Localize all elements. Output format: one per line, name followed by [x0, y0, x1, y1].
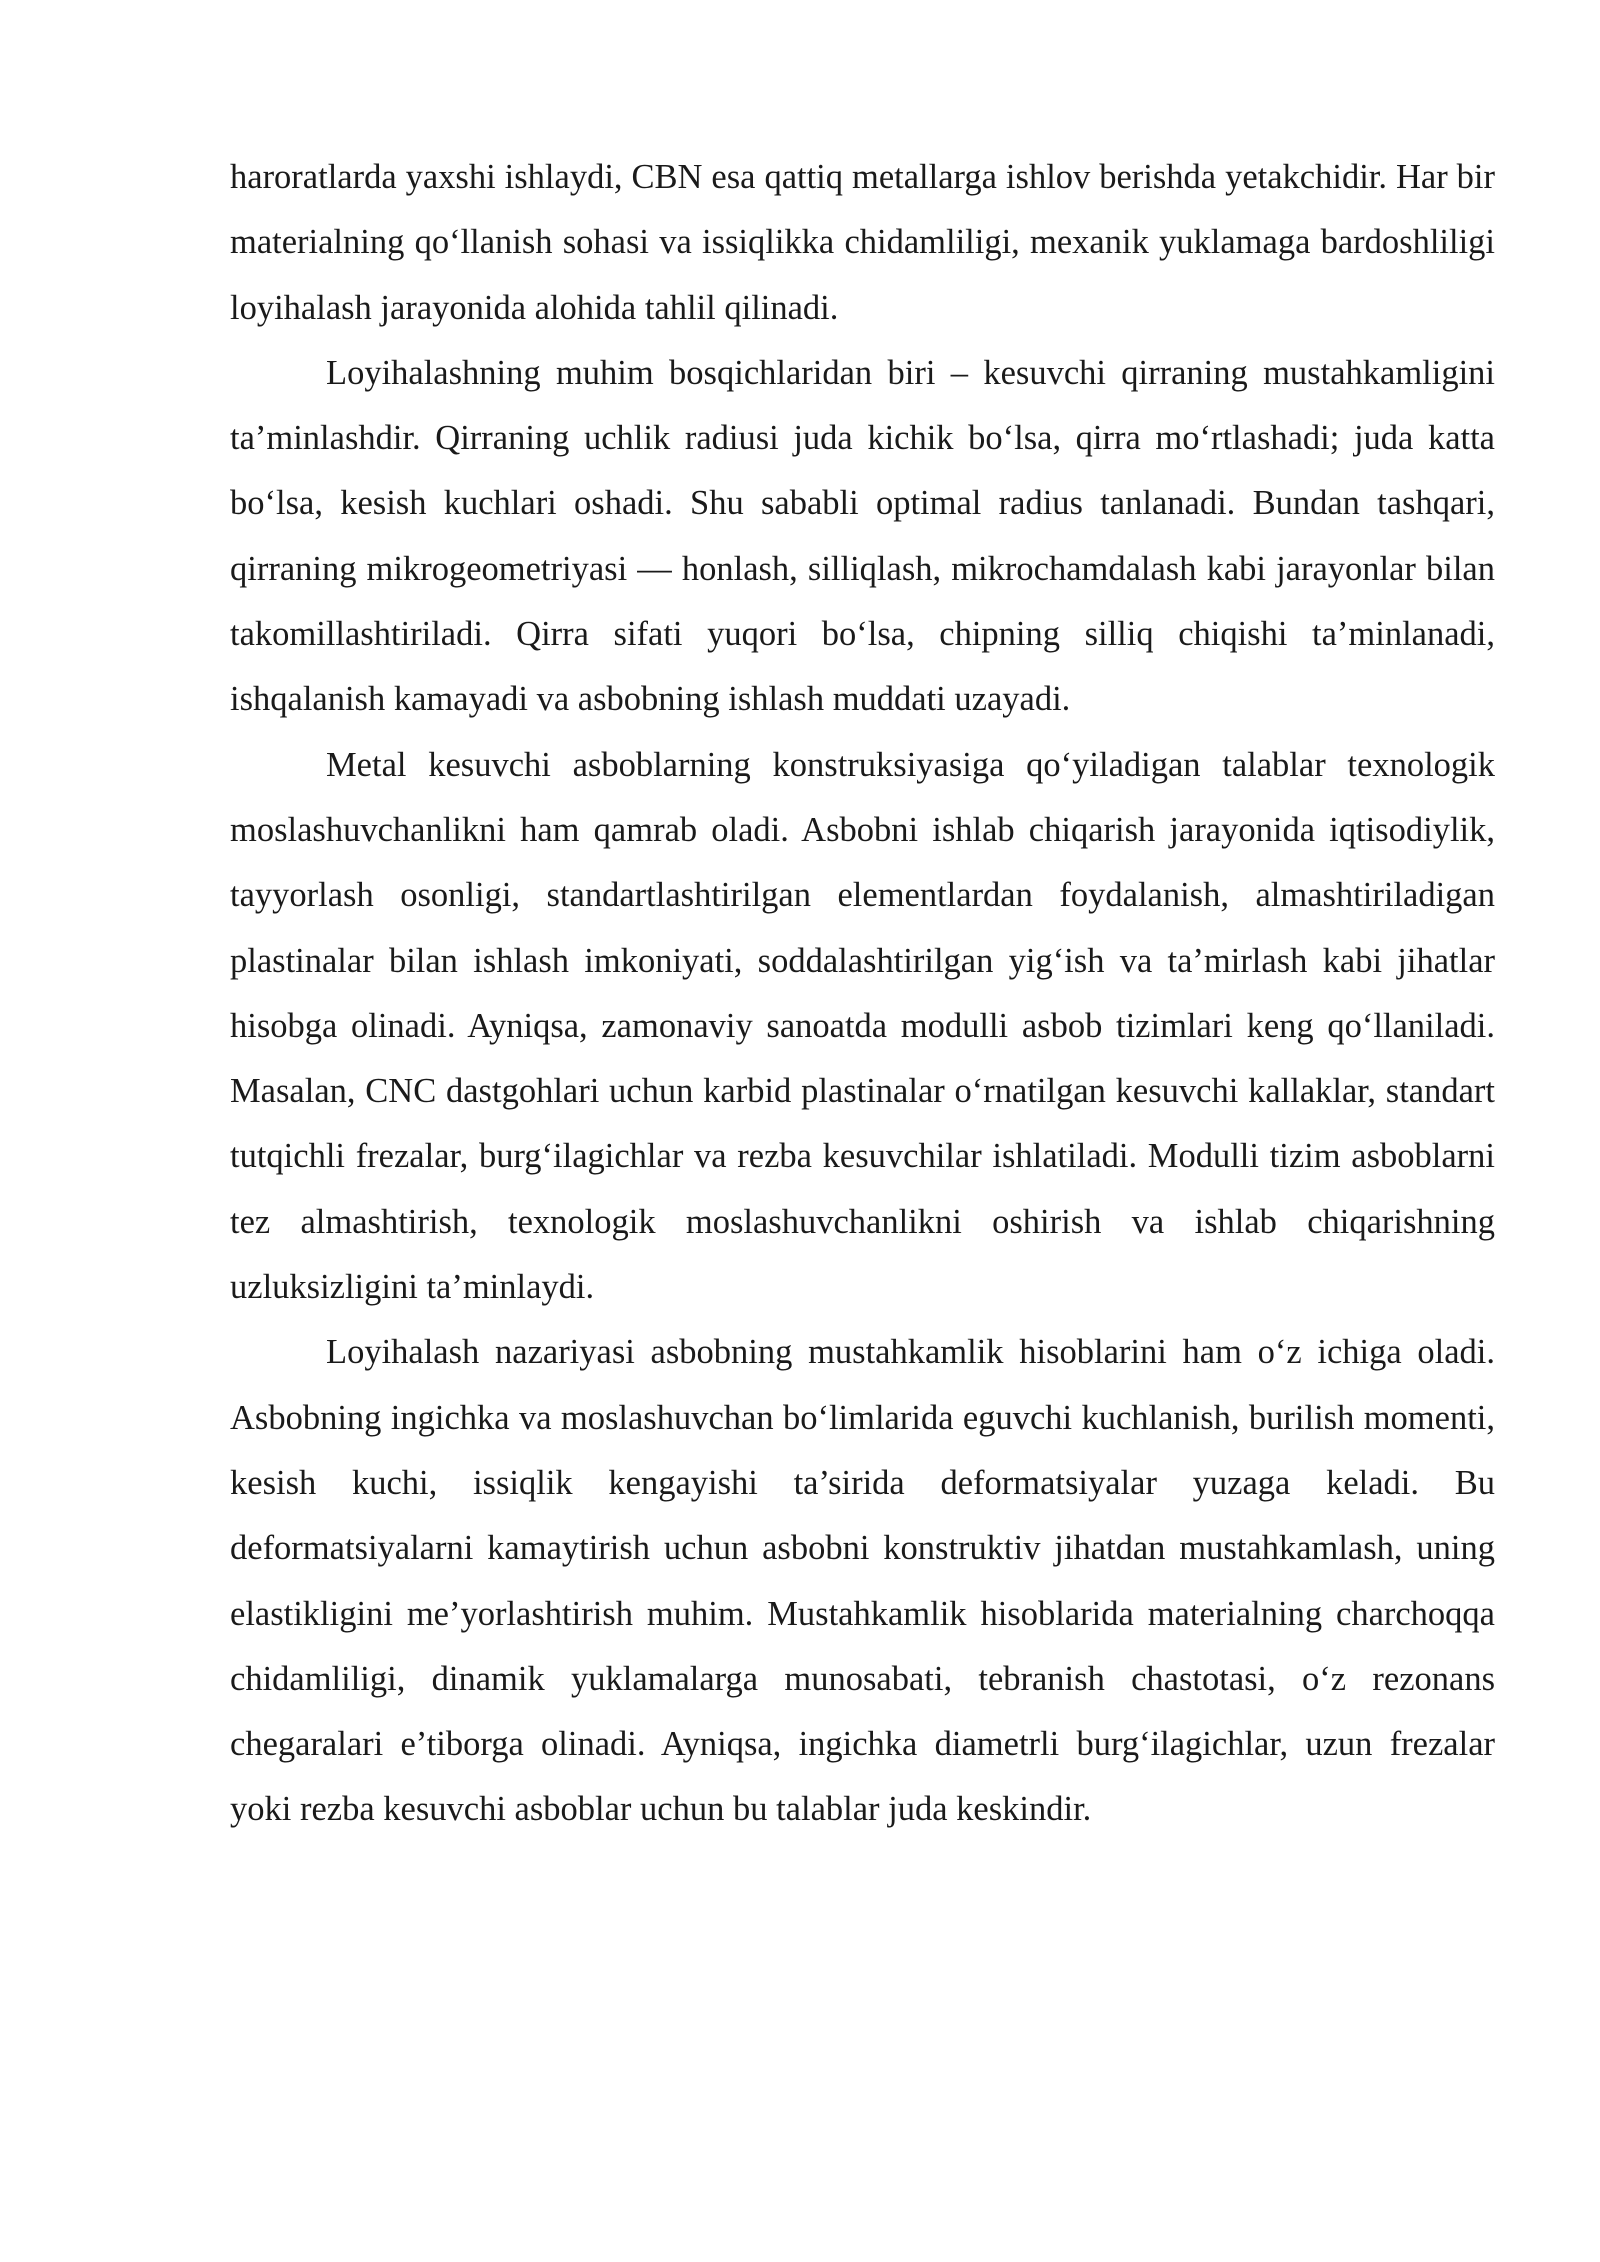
document-body	[230, 145, 1495, 1843]
paragraph-tool-design-requirements: Metal kesuvchi asboblarning konstruksiyasiga qo‘yiladigan talablar texnologik moslashuvchanlikni ham qamrab oladi. Asbobni ishlab chiqarish jarayonida iqtisodiylik, tayyorlash osonligi, standartlashtirilgan elementlardan foydalanish, almashtiriladigan plastinalar bilan ishlash imkoniyati, soddalashtirilgan yig‘ish va ta’mirlash kabi jihatlar hisobga olinadi. Ayniqsa, zamonaviy sanoatda modulli asbob tizimlari keng qo‘llaniladi. Masalan, CNC dastgohlari uchun karbid plastinalar o‘rnatilgan kesuvchi kallaklar, standart tutqichli frezalar, burg‘ilagichlar va rezba kesuvchilar ishlatiladi. Modulli tizim asboblarni tez almashtirish, texnologik moslashuvchanlikni oshirish va ishlab chiqarishning uzluksizligini ta’minlaydi.	[230, 745, 1495, 1307]
paragraph-continuation: haroratlarda yaxshi ishlaydi, CBN esa qattiq metallarga ishlov berishda yetakchidir. Har bir materialning qo‘llanish sohasi va issiqlikka chidamliligi, mexanik yuklamaga bardoshliligi loyihalash jarayonida alohida tahlil qilinadi.	[230, 158, 1495, 327]
paragraph-edge-strength: Loyihalashning muhim bosqichlaridan biri – kesuvchi qirraning mustahkamligini ta’minlashdir. Qirraning uchlik radiusi juda kichik bo‘lsa, qirra mo‘rtlashadi; juda katta bo‘lsa, kesish kuchlari oshadi. Shu sababli optimal radius tanlanadi. Bundan tashqari, qirraning mikrogeometriyasi — honlash, silliqlash, mikrochamdalash kabi jarayonlar bilan takomillashtiriladi. Qirra sifati yuqori bo‘lsa, chipning silliq chiqishi ta’minlanadi, ishqalanish kamayadi va asbobning ishlash muddati uzayadi.	[230, 353, 1495, 719]
paragraph-strength-calculations: Loyihalash nazariyasi asbobning mustahkamlik hisoblarini ham o‘z ichiga oladi. Asbobning ingichka va moslashuvchan bo‘limlarida eguvchi kuchlanish, burilish momenti, kesish kuchi, issiqlik kengayishi ta’sirida deformatsiyalar yuzaga keladi. Bu deformatsiyalarni kamaytirish uchun asbobni konstruktiv jihatdan mustahkamlash, uning elastikligini me’yorlashtirish muhim. Mustahkamlik hisoblarida materialning charchoqqa chidamliligi, dinamik yuklamalarga munosabati, tebranish chastotasi, o‘z rezonans chegaralari e’tiborga olinadi. Ayniqsa, ingichka diametrli burg‘ilagichlar, uzun frezalar yoki rezba kesuvchi asboblar uchun bu talablar juda keskindir.	[230, 1333, 1495, 1829]
